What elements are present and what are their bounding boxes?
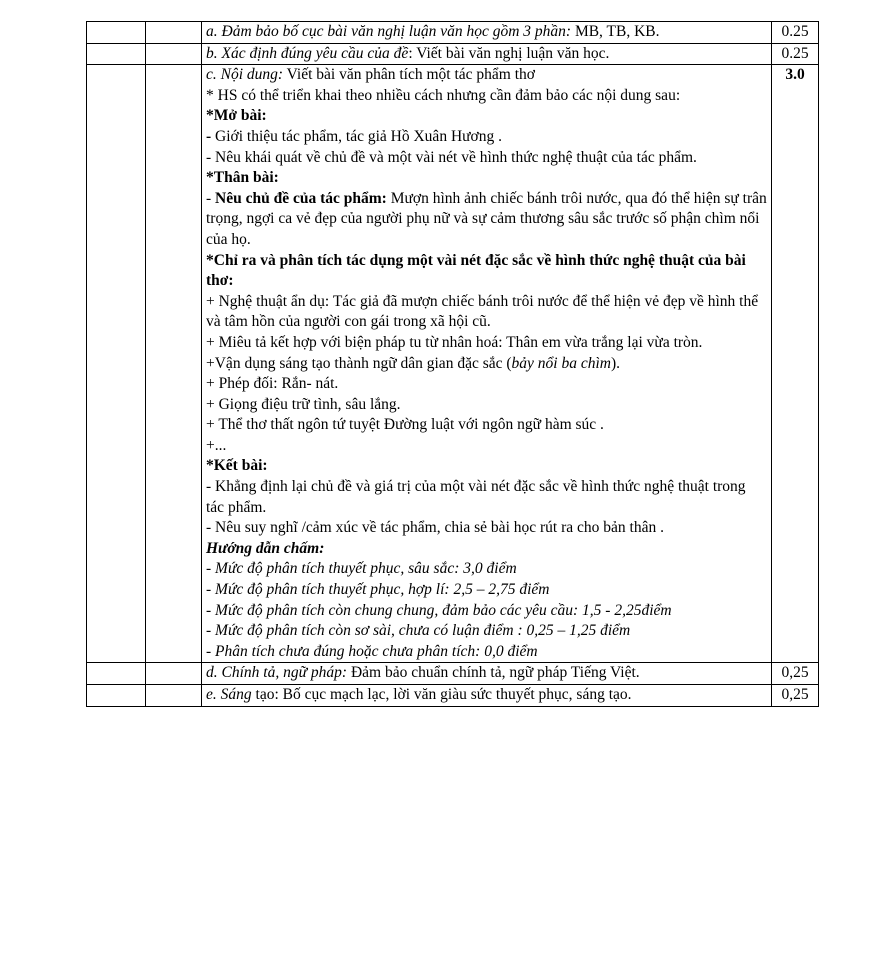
art-point-2: + Miêu tả kết hợp với biện pháp tu từ nhân hoá: Thân em vừa trắng lại vừa tròn. <box>206 333 703 351</box>
point-text: +Vận dụng sáng tạo thành ngữ dân gian đặc sắc ( <box>206 354 512 372</box>
content-criterion-cell <box>202 65 772 663</box>
grading-rubric-table <box>86 21 819 707</box>
theme-point <box>206 189 767 251</box>
art-point-3 <box>206 354 767 375</box>
theme-text: Mượn hình ảnh chiếc bánh trôi nước, qua đó thể hiện sự trân trọng, ngợi ca vẻ đẹp của người phụ nữ và sự cảm thương sâu sắc trước số phận chìm nổi của họ. <box>206 189 767 248</box>
grading-guide-title: Hướng dẫn chấm: <box>206 539 325 557</box>
empty-cell <box>87 43 146 65</box>
idiom-text: bảy nổi ba chìm <box>511 354 611 372</box>
score-cell: 0.25 <box>772 43 819 65</box>
empty-cell <box>87 65 146 663</box>
empty-cell <box>146 65 202 663</box>
score-cell: 0,25 <box>772 663 819 685</box>
criterion-text: Viết bài văn phân tích một tác phẩm thơ <box>283 66 535 84</box>
art-point-1: + Nghệ thuật ẩn dụ: Tác giả đã mượn chiếc bánh trôi nước để thể hiện vẻ đẹp về hình thể và tâm hồn của người con gái trong xã hội cũ. <box>206 292 759 331</box>
criterion-text: tạo: Bố cục mạch lạc, lời văn giàu sức thuyết phục, sáng tạo. <box>251 686 632 703</box>
criterion-label: b. Xác định đúng yêu cầu của đề <box>206 44 409 62</box>
score-cell: 3.0 <box>772 65 819 663</box>
rubric-row-a <box>87 22 819 44</box>
grading-guide-4: - Mức độ phân tích còn sơ sài, chưa có luận điểm : 0,25 – 1,25 điểm <box>206 622 631 640</box>
rubric-row-e <box>87 685 819 707</box>
empty-cell <box>146 43 202 65</box>
grading-guide-1: - Mức độ phân tích thuyết phục, sâu sắc: 3,0 điểm <box>206 560 517 578</box>
theme-label: Nêu chủ đề của tác phẩm: <box>215 189 387 207</box>
criterion-text: Đảm bảo chuẩn chính tả, ngữ pháp Tiếng Việt. <box>347 664 640 682</box>
rubric-row-b <box>87 43 819 65</box>
point-text-end: ). <box>610 354 621 372</box>
criterion-cell <box>202 43 772 65</box>
empty-cell <box>146 22 202 44</box>
criterion-cell <box>202 22 772 44</box>
art-point-7: +... <box>206 436 227 454</box>
empty-cell <box>87 663 146 685</box>
empty-cell <box>146 685 202 707</box>
criterion-label: e. Sáng <box>206 686 252 703</box>
intro-note: * HS có thể triển khai theo nhiều cách nhưng cần đảm bảo các nội dung sau: <box>206 86 681 104</box>
grading-guide-2: - Mức độ phân tích thuyết phục, hợp lí: 2,5 – 2,75 điểm <box>206 581 550 599</box>
grading-guide-5: - Phân tích chưa đúng hoặc chưa phân tích: 0,0 điểm <box>206 642 538 660</box>
empty-cell <box>87 685 146 707</box>
section-title-ket-bai: *Kết bài: <box>206 457 268 475</box>
bullet-dash: - <box>206 189 216 207</box>
point-text: Giới thiệu tác phẩm, tác giả Hồ Xuân Hương . <box>211 127 502 145</box>
ket-bai-point-2: - Nêu suy nghĩ /cảm xúc về tác phẩm, chia sẻ bài học rút ra cho bản thân . <box>206 519 664 537</box>
section-title-mo-bai: *Mở bài: <box>206 107 267 125</box>
criterion-label: a. Đảm bảo bố cục bài văn nghị luận văn học gồm 3 phần: <box>206 23 572 40</box>
ket-bai-point-1: - Khẳng định lại chủ đề và giá trị của một vài nét đặc sắc về hình thức nghệ thuật trong tác phẩm. <box>206 478 746 516</box>
score-cell: 0,25 <box>772 685 819 707</box>
section-title-art: *Chỉ ra và phân tích tác dụng một vài nét đặc sắc về hình thức nghệ thuật của bài thơ: <box>206 251 746 290</box>
mo-bai-point-2: - Nêu khái quát về chủ đề và một vài nét về hình thức nghệ thuật của tác phẩm. <box>206 148 697 166</box>
art-point-4: + Phép đối: Rắn- nát. <box>206 375 339 393</box>
score-cell: 0.25 <box>772 22 819 44</box>
mo-bai-point-1 <box>206 127 767 148</box>
art-point-5: + Giọng điệu trữ tình, sâu lắng. <box>206 395 401 413</box>
rubric-row-c <box>87 65 819 663</box>
criterion-label: c. Nội dung: <box>206 66 284 84</box>
content-heading <box>206 65 767 86</box>
criterion-label: d. Chính tả, ngữ pháp: <box>206 664 348 682</box>
grading-guide-3: - Mức độ phân tích còn chung chung, đảm bảo các yêu cầu: 1,5 - 2,25điểm <box>206 601 672 619</box>
criterion-cell <box>202 685 772 707</box>
criterion-cell <box>202 663 772 685</box>
empty-cell <box>87 22 146 44</box>
empty-cell <box>146 663 202 685</box>
art-point-6: + Thể thơ thất ngôn tứ tuyệt Đường luật với ngôn ngữ hàm súc . <box>206 416 604 434</box>
criterion-text: : Viết bài văn nghị luận văn học. <box>408 44 610 62</box>
bullet-dash: - <box>206 127 212 145</box>
criterion-text: MB, TB, KB. <box>571 23 660 40</box>
rubric-row-d <box>87 663 819 685</box>
section-title-than-bai: *Thân bài: <box>206 169 279 187</box>
